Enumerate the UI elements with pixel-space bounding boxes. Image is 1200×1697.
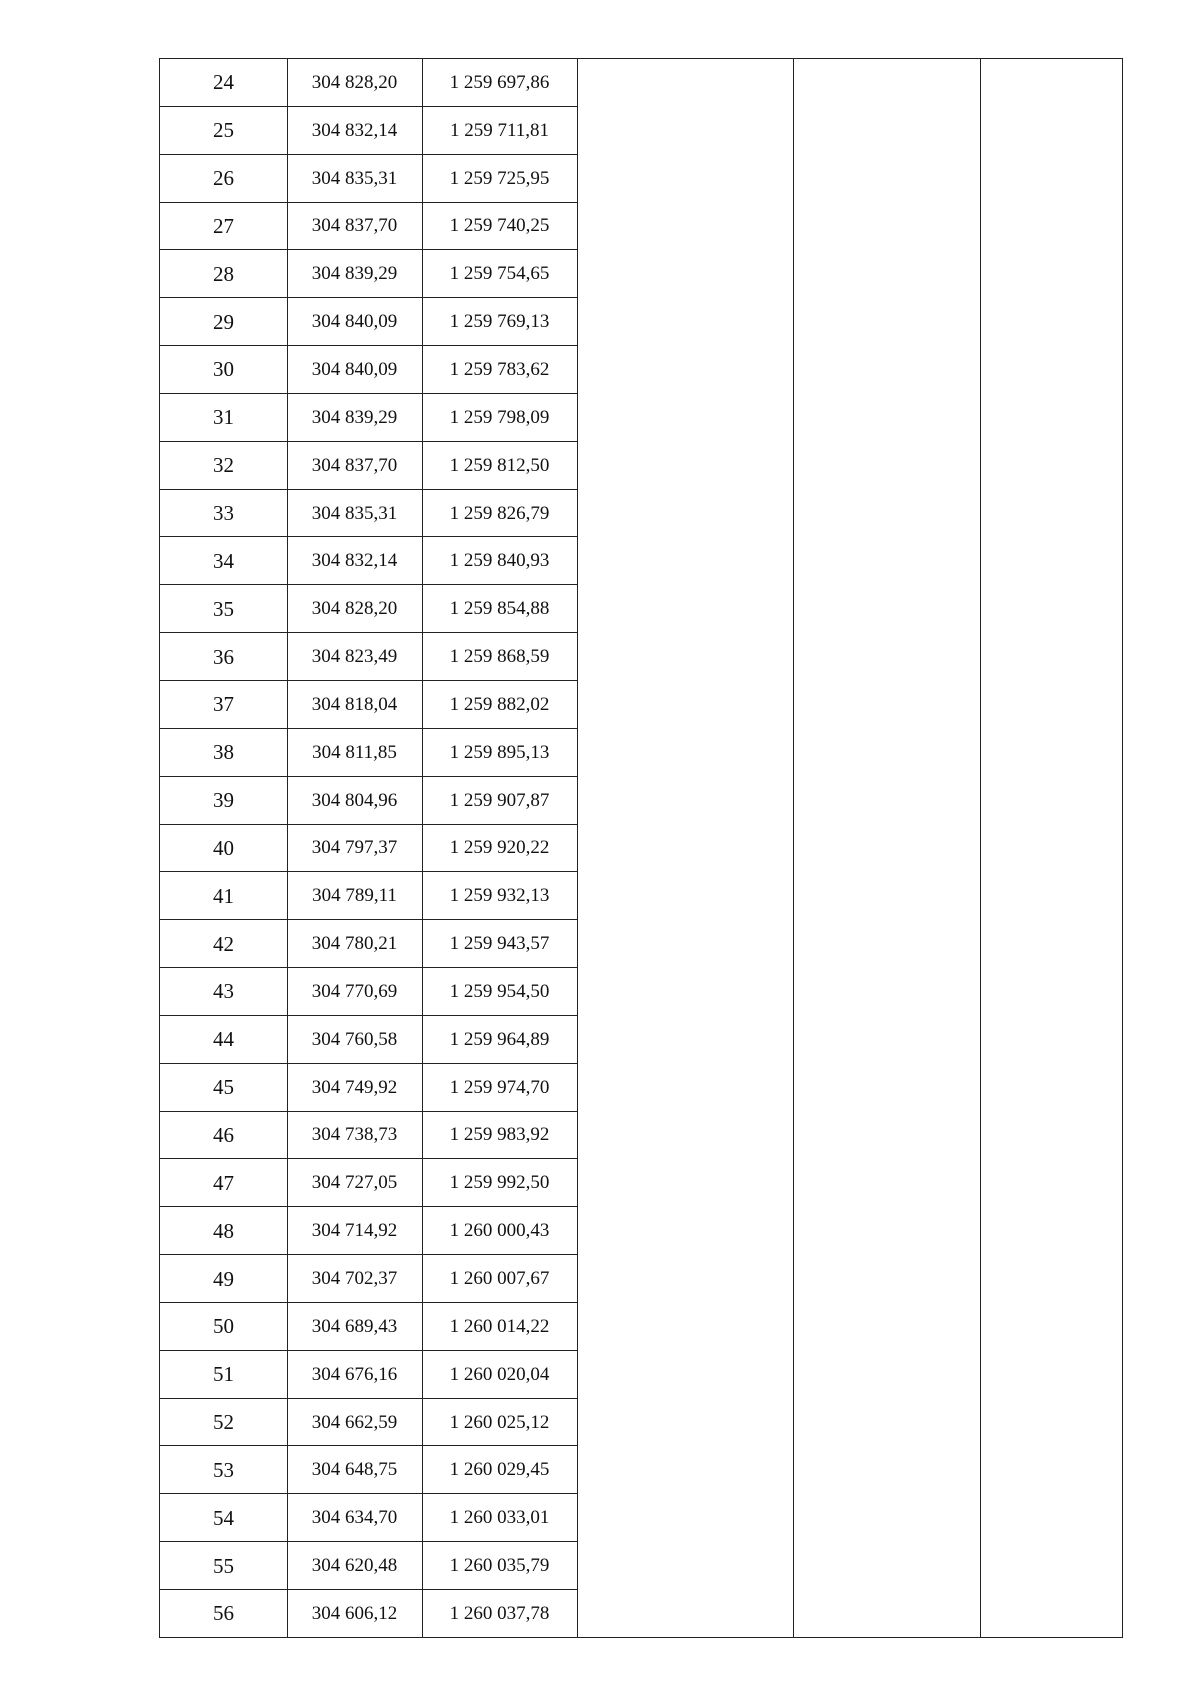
- y-coordinate-cell: 1 260 029,45: [449, 1459, 550, 1481]
- x-coordinate-cell: 304 837,70: [311, 454, 398, 476]
- x-coordinate-cell: 304 811,85: [312, 741, 397, 763]
- point-number-cell: 49: [213, 1266, 234, 1291]
- point-number-cell: 28: [213, 261, 234, 286]
- point-number-cell: 52: [213, 1410, 234, 1435]
- table-row: [160, 1590, 577, 1638]
- y-coordinate-cell: 1 259 907,87: [449, 789, 550, 811]
- table-row: [160, 920, 577, 968]
- point-number-cell: 53: [213, 1457, 234, 1482]
- point-number-cell: 42: [213, 931, 234, 956]
- table-row: [160, 1303, 577, 1351]
- point-number-cell: 27: [213, 213, 234, 238]
- x-coordinate-cell: 304 606,12: [311, 1602, 398, 1624]
- table-row: [160, 298, 577, 346]
- y-coordinate-cell: 1 259 826,79: [449, 502, 550, 524]
- y-coordinate-cell: 1 259 974,70: [449, 1076, 550, 1098]
- x-coordinate-cell: 304 760,58: [311, 1028, 398, 1050]
- point-number-cell: 29: [213, 309, 234, 334]
- x-coordinate-cell: 304 818,04: [311, 693, 398, 715]
- point-number-cell: 37: [213, 692, 234, 717]
- y-coordinate-cell: 1 259 798,09: [449, 406, 550, 428]
- table-row: [160, 777, 577, 825]
- point-number-cell: 51: [213, 1362, 234, 1387]
- table-row: [160, 825, 577, 873]
- y-coordinate-cell: 1 259 920,22: [449, 837, 550, 859]
- table-row: [160, 729, 577, 777]
- x-coordinate-cell: 304 714,92: [311, 1220, 398, 1242]
- y-coordinate-cell: 1 259 711,81: [449, 119, 550, 141]
- y-coordinate-cell: 1 259 740,25: [449, 215, 550, 237]
- table-row: [160, 1494, 577, 1542]
- x-coordinate-cell: 304 789,11: [312, 885, 397, 907]
- table-row: [160, 442, 577, 490]
- point-number-cell: 43: [213, 979, 234, 1004]
- y-coordinate-cell: 1 260 033,01: [449, 1507, 550, 1529]
- y-coordinate-cell: 1 259 954,50: [449, 980, 550, 1002]
- y-coordinate-cell: 1 260 007,67: [449, 1268, 550, 1290]
- y-coordinate-cell: 1 259 932,13: [449, 885, 550, 907]
- table-row: [160, 1399, 577, 1447]
- point-number-cell: 55: [213, 1553, 234, 1578]
- point-number-cell: 45: [213, 1075, 234, 1100]
- y-coordinate-cell: 1 259 983,92: [449, 1124, 550, 1146]
- table-row: [160, 394, 577, 442]
- x-coordinate-cell: 304 676,16: [311, 1363, 398, 1385]
- table-row: [160, 1255, 577, 1303]
- y-coordinate-cell: 1 259 854,88: [449, 598, 550, 620]
- x-coordinate-cell: 304 839,29: [311, 406, 398, 428]
- point-number-cell: 34: [213, 548, 234, 573]
- column-divider: [980, 59, 981, 1637]
- point-number-cell: 31: [213, 405, 234, 430]
- y-coordinate-cell: 1 260 020,04: [449, 1363, 550, 1385]
- x-coordinate-cell: 304 702,37: [311, 1268, 398, 1290]
- x-coordinate-cell: 304 839,29: [311, 263, 398, 285]
- x-coordinate-cell: 304 727,05: [311, 1172, 398, 1194]
- y-coordinate-cell: 1 260 014,22: [449, 1315, 550, 1337]
- x-coordinate-cell: 304 837,70: [311, 215, 398, 237]
- point-number-cell: 24: [213, 70, 234, 95]
- point-number-cell: 44: [213, 1027, 234, 1052]
- table-row: [160, 490, 577, 538]
- point-number-cell: 39: [213, 788, 234, 813]
- point-number-cell: 54: [213, 1505, 234, 1530]
- column-divider: [577, 59, 578, 1637]
- point-number-cell: 30: [213, 357, 234, 382]
- x-coordinate-cell: 304 823,49: [311, 646, 398, 668]
- point-number-cell: 32: [213, 453, 234, 478]
- table-row: [160, 537, 577, 585]
- coordinates-table: [159, 58, 1123, 1638]
- point-number-cell: 56: [213, 1601, 234, 1626]
- x-coordinate-cell: 304 634,70: [311, 1507, 398, 1529]
- x-coordinate-cell: 304 738,73: [311, 1124, 398, 1146]
- table-row: [160, 250, 577, 298]
- y-coordinate-cell: 1 259 840,93: [449, 550, 550, 572]
- x-coordinate-cell: 304 662,59: [311, 1411, 398, 1433]
- y-coordinate-cell: 1 259 697,86: [449, 71, 550, 93]
- point-number-cell: 47: [213, 1170, 234, 1195]
- table-row: [160, 346, 577, 394]
- y-coordinate-cell: 1 260 037,78: [449, 1602, 550, 1624]
- table-row: [160, 155, 577, 203]
- x-coordinate-cell: 304 835,31: [311, 167, 398, 189]
- x-coordinate-cell: 304 835,31: [311, 502, 398, 524]
- x-coordinate-cell: 304 828,20: [311, 71, 398, 93]
- table-row: [160, 633, 577, 681]
- y-coordinate-cell: 1 259 754,65: [449, 263, 550, 285]
- y-coordinate-cell: 1 259 868,59: [449, 646, 550, 668]
- point-number-cell: 33: [213, 501, 234, 526]
- table-row: [160, 681, 577, 729]
- table-row: [160, 1351, 577, 1399]
- table-row: [160, 1207, 577, 1255]
- x-coordinate-cell: 304 828,20: [311, 598, 398, 620]
- y-coordinate-cell: 1 259 964,89: [449, 1028, 550, 1050]
- x-coordinate-cell: 304 648,75: [311, 1459, 398, 1481]
- point-number-cell: 25: [213, 118, 234, 143]
- y-coordinate-cell: 1 259 943,57: [449, 933, 550, 955]
- y-coordinate-cell: 1 259 769,13: [449, 311, 550, 333]
- table-row: [160, 107, 577, 155]
- table-row: [160, 203, 577, 251]
- y-coordinate-cell: 1 260 025,12: [449, 1411, 550, 1433]
- table-row: [160, 968, 577, 1016]
- y-coordinate-cell: 1 259 895,13: [449, 741, 550, 763]
- y-coordinate-cell: 1 259 812,50: [449, 454, 550, 476]
- table-row: [160, 1112, 577, 1160]
- point-number-cell: 41: [213, 883, 234, 908]
- point-number-cell: 35: [213, 596, 234, 621]
- y-coordinate-cell: 1 259 783,62: [449, 358, 550, 380]
- y-coordinate-cell: 1 260 000,43: [449, 1220, 550, 1242]
- table-row: [160, 1016, 577, 1064]
- x-coordinate-cell: 304 797,37: [311, 837, 398, 859]
- point-number-cell: 36: [213, 644, 234, 669]
- x-coordinate-cell: 304 749,92: [311, 1076, 398, 1098]
- y-coordinate-cell: 1 259 725,95: [449, 167, 550, 189]
- x-coordinate-cell: 304 840,09: [311, 358, 398, 380]
- x-coordinate-cell: 304 620,48: [311, 1555, 398, 1577]
- x-coordinate-cell: 304 689,43: [311, 1315, 398, 1337]
- x-coordinate-cell: 304 804,96: [311, 789, 398, 811]
- x-coordinate-cell: 304 832,14: [311, 550, 398, 572]
- table-row: [160, 1446, 577, 1494]
- y-coordinate-cell: 1 259 882,02: [449, 693, 550, 715]
- point-number-cell: 48: [213, 1218, 234, 1243]
- column-divider: [793, 59, 794, 1637]
- x-coordinate-cell: 304 780,21: [311, 933, 398, 955]
- y-coordinate-cell: 1 260 035,79: [449, 1555, 550, 1577]
- table-row: [160, 59, 577, 107]
- table-row: [160, 1159, 577, 1207]
- table-row: [160, 585, 577, 633]
- point-number-cell: 46: [213, 1122, 234, 1147]
- x-coordinate-cell: 304 840,09: [311, 311, 398, 333]
- y-coordinate-cell: 1 259 992,50: [449, 1172, 550, 1194]
- table-row: [160, 1542, 577, 1590]
- point-number-cell: 40: [213, 835, 234, 860]
- table-row: [160, 872, 577, 920]
- table-row: [160, 1064, 577, 1112]
- table-body: [160, 59, 577, 1638]
- point-number-cell: 26: [213, 166, 234, 191]
- point-number-cell: 38: [213, 740, 234, 765]
- x-coordinate-cell: 304 832,14: [311, 119, 398, 141]
- point-number-cell: 50: [213, 1314, 234, 1339]
- x-coordinate-cell: 304 770,69: [311, 980, 398, 1002]
